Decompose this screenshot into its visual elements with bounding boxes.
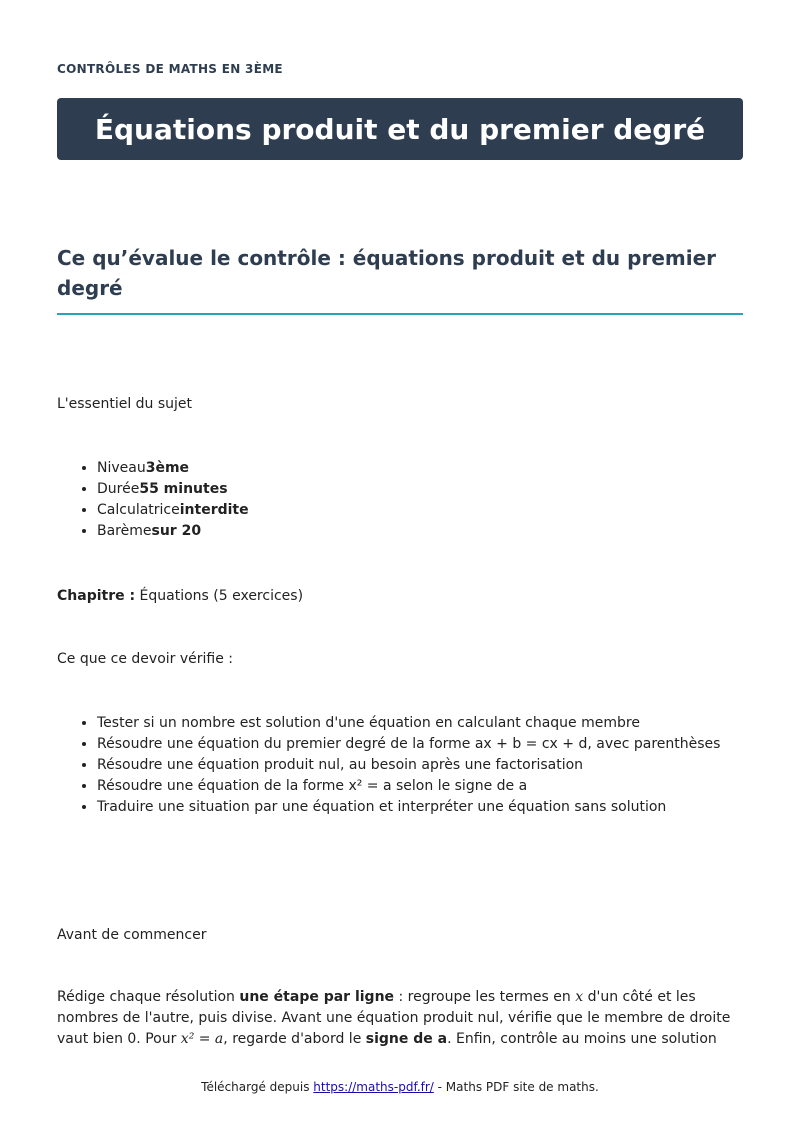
bold-text: une étape par ligne — [239, 989, 395, 1005]
verifie-label: Ce que ce devoir vérifie : — [57, 651, 234, 667]
list-item: • Résoudre une équation du premier degré de la forme ax + b = cx + d, avec parenthèses — [97, 734, 743, 755]
item-key: Calculatrice — [97, 502, 180, 518]
bold-text: signe de a — [365, 1031, 448, 1047]
item-key: Durée — [97, 481, 140, 497]
text: : regroupe les termes en — [394, 989, 576, 1005]
footer — [0, 1080, 800, 1094]
avant-paragraph — [57, 987, 743, 1050]
page-title: Équations produit et du premier degré — [94, 112, 706, 146]
math-x2-eq-a: x² = a — [180, 1031, 224, 1047]
chapitre-line — [57, 586, 743, 607]
text: d'un côté et les nombres de l'autre, puis divise. Avant une équation produit nul, vérifie que le membre de droite vaut bien 0. Pour — [57, 989, 731, 1047]
list-item: • Traduire une situation par une équation et interpréter une équation sans solution — [97, 797, 743, 818]
list-item: • Résoudre une équation de la forme x² = a selon le signe de a — [97, 776, 743, 797]
title-banner — [57, 98, 743, 160]
kicker: CONTRÔLES DE MATHS EN 3ÈME — [57, 62, 283, 76]
item-value: 3ème — [145, 460, 190, 476]
chapitre-value: Équations (5 exercices) — [135, 588, 304, 604]
essentiel-list — [57, 458, 743, 542]
text: Rédige chaque résolution — [57, 989, 240, 1005]
list-item: • Résoudre une équation produit nul, au besoin après une factorisation — [97, 755, 743, 776]
avant-label: Avant de commencer — [57, 927, 207, 943]
footer-prefix: Téléchargé depuis — [201, 1080, 314, 1094]
essentiel-label: L'essentiel du sujet — [57, 396, 193, 412]
verifie-list — [57, 713, 743, 818]
list-item — [97, 458, 743, 479]
item-value: sur 20 — [151, 523, 202, 539]
section-title: Ce qu’évalue le contrôle : équations produit et du premier degré — [57, 243, 743, 315]
chapitre-label: Chapitre : — [57, 588, 136, 604]
footer-suffix: - Maths PDF site de maths. — [433, 1080, 599, 1094]
list-item — [97, 521, 743, 542]
item-value: interdite — [179, 502, 249, 518]
footer-link[interactable]: https://maths-pdf.fr/ — [313, 1080, 434, 1094]
item-key: Barème — [97, 523, 152, 539]
text: , regarde d'abord le — [223, 1031, 366, 1047]
list-item: • Tester si un nombre est solution d'une équation en calculant chaque membre — [97, 713, 743, 734]
list-item — [97, 500, 743, 521]
item-key: Niveau — [97, 460, 146, 476]
math-x: x — [575, 989, 584, 1005]
list-item — [97, 479, 743, 500]
item-value: 55 minutes — [139, 481, 228, 497]
text: . Enfin, contrôle au moins une solution — [447, 1031, 717, 1047]
